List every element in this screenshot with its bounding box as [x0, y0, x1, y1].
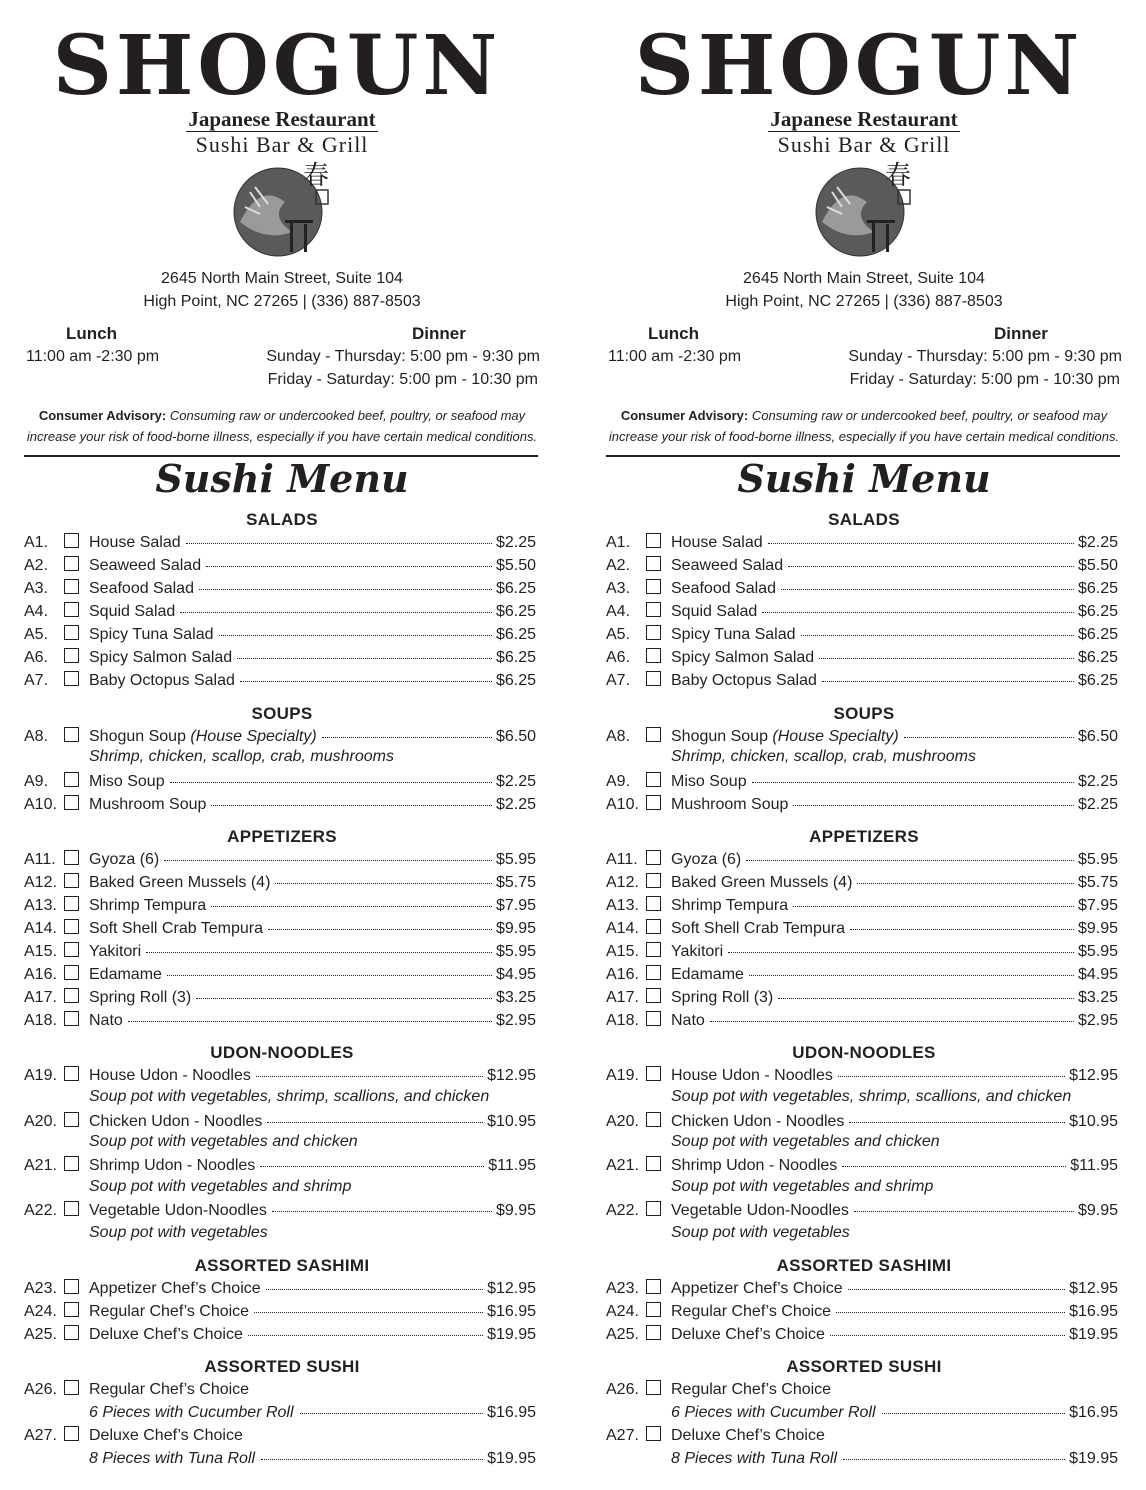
checkbox[interactable]	[64, 896, 79, 911]
item-description: Soup pot with vegetables, shrimp, scallions, and chicken	[671, 1088, 1072, 1105]
checkbox[interactable]	[646, 625, 661, 640]
menu-item: A25. Deluxe Chef’s Choice $19.95	[606, 1326, 1118, 1343]
lunch-hours: 11:00 am -2:30 pm	[608, 348, 742, 365]
menu-item: A21. Shrimp Udon - Noodles $11.95	[24, 1157, 536, 1174]
dinner-hours-1: Sunday - Thursday: 5:00 pm - 9:30 pm	[266, 348, 540, 365]
menu-item: A17. Spring Roll (3) $3.25	[24, 989, 536, 1006]
checkbox[interactable]	[646, 727, 661, 742]
checkbox[interactable]	[64, 556, 79, 571]
consumer-advisory: Consumer Advisory: Consuming raw or undercooked beef, poultry, or seafood may increase your risk of food-borne illness, especially if you have certain medical conditions.	[608, 408, 1120, 444]
checkbox[interactable]	[646, 1201, 661, 1216]
checkbox[interactable]	[64, 772, 79, 787]
dinner-hours-1: Sunday - Thursday: 5:00 pm - 9:30 pm	[848, 348, 1122, 365]
checkbox[interactable]	[64, 1380, 79, 1395]
svg-text:SHOGUN: SHOGUN	[52, 18, 502, 114]
item-description: Shrimp, chicken, scallop, crab, mushrooms	[671, 748, 976, 765]
menu-item: A10. Mushroom Soup $2.25	[24, 796, 536, 813]
section-sushi: ASSORTED SUSHI	[204, 1357, 360, 1376]
lunch-label: Lunch	[66, 324, 117, 343]
menu-panel-right	[604, 0, 1124, 1490]
restaurant-subtitle-1: Japanese Restaurant	[770, 107, 958, 131]
address-line-2: High Point, NC 27265 | (336) 887-8503	[143, 293, 421, 310]
checkbox[interactable]	[64, 919, 79, 934]
lunch-hours: 11:00 am -2:30 pm	[26, 348, 160, 365]
restaurant-subtitle-2: Sushi Bar & Grill	[195, 132, 369, 157]
checkbox[interactable]	[64, 1156, 79, 1171]
shogun-logo	[52, 18, 502, 114]
checkbox[interactable]	[64, 533, 79, 548]
emblem-icon	[230, 162, 340, 262]
menu-item: A18. Nato $2.95	[24, 1012, 536, 1029]
menu-item: A23. Appetizer Chef’s Choice $12.95	[24, 1280, 536, 1297]
checkbox[interactable]	[646, 602, 661, 617]
section-appetizers: APPETIZERS	[809, 827, 919, 846]
svg-text:春: 春	[302, 161, 330, 191]
checkbox[interactable]	[64, 625, 79, 640]
menu-item: A22. Vegetable Udon-Noodles $9.95	[24, 1202, 536, 1219]
dinner-label: Dinner	[994, 324, 1048, 343]
menu-item: A1. House Salad $2.25	[24, 534, 536, 551]
menu-item: A27. Deluxe Chef’s Choice	[24, 1427, 243, 1444]
item-description: Soup pot with vegetables, shrimp, scallions, and chicken	[89, 1088, 490, 1105]
menu-item: A24. Regular Chef’s Choice $16.95	[606, 1303, 1118, 1320]
address-line-1: 2645 North Main Street, Suite 104	[743, 270, 985, 287]
checkbox[interactable]	[64, 965, 79, 980]
checkbox[interactable]	[64, 727, 79, 742]
svg-text:春: 春	[884, 161, 912, 191]
item-description: 6 Pieces with Cucumber Roll $16.95	[89, 1404, 536, 1421]
menu-title: Sushi Menu	[155, 456, 409, 501]
menu-item: A19. House Udon - Noodles $12.95	[606, 1067, 1118, 1084]
address-line-2: High Point, NC 27265 | (336) 887-8503	[725, 293, 1003, 310]
menu-item: A1. House Salad $2.25	[606, 534, 1118, 551]
shogun-logo	[634, 18, 1084, 114]
item-description: Shrimp, chicken, scallop, crab, mushrooms	[89, 748, 394, 765]
checkbox[interactable]	[64, 795, 79, 810]
menu-item: A2. Seaweed Salad $5.50	[24, 557, 536, 574]
checkbox[interactable]	[646, 533, 661, 548]
emblem-icon	[812, 162, 922, 262]
checkbox[interactable]	[646, 1156, 661, 1171]
checkbox[interactable]	[646, 1112, 661, 1127]
menu-item: A12. Baked Green Mussels (4) $5.75	[606, 874, 1118, 891]
menu-item: A5. Spicy Tuna Salad $6.25	[24, 626, 536, 643]
menu-item: A14. Soft Shell Crab Tempura $9.95	[24, 920, 536, 937]
checkbox[interactable]	[646, 1279, 661, 1294]
restaurant-subtitle-1: Japanese Restaurant	[188, 107, 376, 131]
checkbox[interactable]	[646, 942, 661, 957]
section-salads: SALADS	[246, 510, 318, 529]
checkbox[interactable]	[646, 965, 661, 980]
menu-item: A17. Spring Roll (3) $3.25	[606, 989, 1118, 1006]
menu-item: A14. Soft Shell Crab Tempura $9.95	[606, 920, 1118, 937]
section-udon: UDON-NOODLES	[792, 1043, 936, 1062]
item-description: Soup pot with vegetables	[89, 1224, 268, 1241]
checkbox[interactable]	[646, 1426, 661, 1441]
dinner-label: Dinner	[412, 324, 466, 343]
checkbox[interactable]	[646, 556, 661, 571]
section-appetizers: APPETIZERS	[227, 827, 337, 846]
menu-item: A21. Shrimp Udon - Noodles $11.95	[606, 1157, 1118, 1174]
menu-item: A8. Shogun Soup (House Specialty) $6.50	[24, 728, 536, 745]
checkbox[interactable]	[64, 1112, 79, 1127]
menu-title: Sushi Menu	[737, 456, 991, 501]
item-description: 8 Pieces with Tuna Roll $19.95	[671, 1450, 1118, 1467]
item-description: Soup pot with vegetables and shrimp	[89, 1178, 352, 1195]
menu-panel-left	[22, 0, 542, 1490]
menu-item: A20. Chicken Udon - Noodles $10.95	[606, 1113, 1118, 1130]
checkbox[interactable]	[64, 988, 79, 1003]
lunch-label: Lunch	[648, 324, 699, 343]
menu-item: A15. Yakitori $5.95	[606, 943, 1118, 960]
consumer-advisory: Consumer Advisory: Consuming raw or undercooked beef, poultry, or seafood may increase your risk of food-borne illness, especially if you have certain medical conditions.	[26, 408, 538, 444]
item-description: 6 Pieces with Cucumber Roll $16.95	[671, 1404, 1118, 1421]
menu-item: A10. Mushroom Soup $2.25	[606, 796, 1118, 813]
menu-item: A3. Seafood Salad $6.25	[606, 580, 1118, 597]
menu-item: A9. Miso Soup $2.25	[24, 773, 536, 790]
checkbox[interactable]	[64, 1066, 79, 1081]
item-description: 8 Pieces with Tuna Roll $19.95	[89, 1450, 536, 1467]
menu-item: A13. Shrimp Tempura $7.95	[24, 897, 536, 914]
menu-item: A27. Deluxe Chef’s Choice	[606, 1427, 825, 1444]
checkbox[interactable]	[64, 942, 79, 957]
checkbox[interactable]	[646, 795, 661, 810]
menu-item: A11. Gyoza (6) $5.95	[606, 851, 1118, 868]
menu-item: A6. Spicy Salmon Salad $6.25	[606, 649, 1118, 666]
section-sashimi: ASSORTED SASHIMI	[776, 1256, 952, 1275]
section-soups: SOUPS	[251, 704, 313, 723]
menu-item: A4. Squid Salad $6.25	[606, 603, 1118, 620]
menu-item: A6. Spicy Salmon Salad $6.25	[24, 649, 536, 666]
checkbox[interactable]	[646, 850, 661, 865]
menu-item: A9. Miso Soup $2.25	[606, 773, 1118, 790]
checkbox[interactable]	[646, 988, 661, 1003]
checkbox[interactable]	[64, 648, 79, 663]
checkbox[interactable]	[64, 873, 79, 888]
menu-item: A13. Shrimp Tempura $7.95	[606, 897, 1118, 914]
dinner-hours-2: Friday - Saturday: 5:00 pm - 10:30 pm	[849, 371, 1120, 388]
checkbox[interactable]	[646, 873, 661, 888]
checkbox[interactable]	[646, 919, 661, 934]
checkbox[interactable]	[646, 579, 661, 594]
menu-item: A18. Nato $2.95	[606, 1012, 1118, 1029]
menu-item: A20. Chicken Udon - Noodles $10.95	[24, 1113, 536, 1130]
section-udon: UDON-NOODLES	[210, 1043, 354, 1062]
address-line-1: 2645 North Main Street, Suite 104	[161, 270, 403, 287]
checkbox[interactable]	[646, 772, 661, 787]
item-description: Soup pot with vegetables and shrimp	[671, 1178, 934, 1195]
checkbox[interactable]	[646, 896, 661, 911]
checkbox[interactable]	[64, 1426, 79, 1441]
menu-item: A26. Regular Chef’s Choice	[606, 1381, 832, 1398]
menu-item: A4. Squid Salad $6.25	[24, 603, 536, 620]
checkbox[interactable]	[64, 1011, 79, 1026]
menu-item: A25. Deluxe Chef’s Choice $19.95	[24, 1326, 536, 1343]
checkbox[interactable]	[64, 1201, 79, 1216]
menu-item: A16. Edamame $4.95	[606, 966, 1118, 983]
menu-item: A7. Baby Octopus Salad $6.25	[24, 672, 536, 689]
checkbox[interactable]	[64, 579, 79, 594]
menu-item: A24. Regular Chef’s Choice $16.95	[24, 1303, 536, 1320]
menu-item: A16. Edamame $4.95	[24, 966, 536, 983]
menu-item: A22. Vegetable Udon-Noodles $9.95	[606, 1202, 1118, 1219]
checkbox[interactable]	[646, 1302, 661, 1317]
section-salads: SALADS	[828, 510, 900, 529]
menu-item: A11. Gyoza (6) $5.95	[24, 851, 536, 868]
section-sushi: ASSORTED SUSHI	[786, 1357, 942, 1376]
menu-item: A26. Regular Chef’s Choice	[24, 1381, 250, 1398]
menu-item: A12. Baked Green Mussels (4) $5.75	[24, 874, 536, 891]
menu-item: A5. Spicy Tuna Salad $6.25	[606, 626, 1118, 643]
menu-item: A15. Yakitori $5.95	[24, 943, 536, 960]
checkbox[interactable]	[64, 671, 79, 686]
restaurant-subtitle-2: Sushi Bar & Grill	[777, 132, 951, 157]
item-description: Soup pot with vegetables and chicken	[671, 1133, 940, 1150]
dinner-hours-2: Friday - Saturday: 5:00 pm - 10:30 pm	[267, 371, 538, 388]
checkbox[interactable]	[64, 1325, 79, 1340]
item-description: Soup pot with vegetables and chicken	[89, 1133, 358, 1150]
menu-item: A8. Shogun Soup (House Specialty) $6.50	[606, 728, 1118, 745]
checkbox[interactable]	[64, 1302, 79, 1317]
svg-text:SHOGUN: SHOGUN	[634, 18, 1084, 114]
menu-item: A3. Seafood Salad $6.25	[24, 580, 536, 597]
item-description: Soup pot with vegetables	[671, 1224, 850, 1241]
checkbox[interactable]	[646, 1011, 661, 1026]
checkbox[interactable]	[646, 1066, 661, 1081]
menu-item: A7. Baby Octopus Salad $6.25	[606, 672, 1118, 689]
checkbox[interactable]	[64, 602, 79, 617]
checkbox[interactable]	[646, 1325, 661, 1340]
checkbox[interactable]	[64, 1279, 79, 1294]
menu-item: A23. Appetizer Chef’s Choice $12.95	[606, 1280, 1118, 1297]
section-soups: SOUPS	[833, 704, 895, 723]
section-sashimi: ASSORTED SASHIMI	[194, 1256, 370, 1275]
menu-item: A19. House Udon - Noodles $12.95	[24, 1067, 536, 1084]
checkbox[interactable]	[646, 648, 661, 663]
checkbox[interactable]	[646, 671, 661, 686]
checkbox[interactable]	[64, 850, 79, 865]
checkbox[interactable]	[646, 1380, 661, 1395]
menu-item: A2. Seaweed Salad $5.50	[606, 557, 1118, 574]
